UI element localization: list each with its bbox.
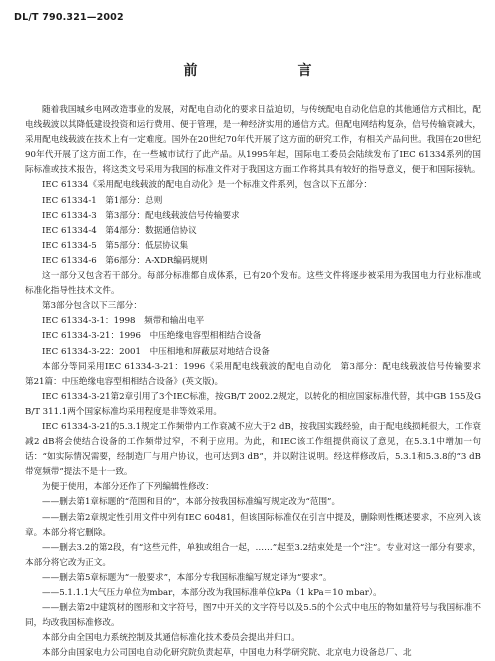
attenuation-paragraph: IEC 61334-3-21的5.3.1规定工作频带内工作衰减不应大于2 dB，按我国实践经验，由于配电线损耗很大，工作衰减2 dB将会使结合设备的工作频带过窄，不利于应用。为此，和IEC该工作组提供商议了意见，在5.3.1中增加一句话：“如实际情况需要，经制造厂与用户协议，也可达到3 dB”，并以附注说明。经这样修改后，5.3.1和5.3.8的“3 dB带宽频带”提法不是十一致。 <box>25 421 481 478</box>
part3-list <box>25 314 481 359</box>
closing-paragraph: 本部分由国家电力公司国电自动化研究院负责起草，中国电力科学研究院、北京电力设备总厂、北 <box>42 648 412 659</box>
part3-intro: 第3部分包含以下三部分： <box>42 301 142 312</box>
edit-item: ——删去第2中建筑材的图形和文字符号，图7中开关的文字符号以及5.5的个公式中电压的物如量符号与我国标准不同，均改我国标准修改。 <box>25 603 481 629</box>
closing-paragraph: 本部分由全国电力系统控制及其通信标准化技术委员会提出并归口。 <box>42 633 300 644</box>
list-item: IEC 61334-3-21：1996 中压绝缘电容型相相结合设备 <box>42 331 262 342</box>
edit-item: ——5.1.1.1大气压力单位为mbar，本部分改为我国标准单位kPa（1 kPa＝10 mbar）。 <box>42 588 382 598</box>
list-item: IEC 61334-3 第3部分：配电线载波信号传输要求 <box>42 210 240 221</box>
list-item: IEC 61334-4 第4部分：数据通信协议 <box>42 225 197 236</box>
edit-item: ——删去第5章标题为“一般要求”，本部分专我国标准编写规定译为“要求”。 <box>42 572 332 583</box>
edit-item: ——删去第1章标题的“范围和目的”，本部分按我国标准编写规定改为“范围”。 <box>42 497 341 508</box>
list-item: IEC 61334-3-22：2001 中压相地和屏蔽层对地结合设备 <box>42 346 270 357</box>
edits-intro: 为便于使用，本部分还作了下列编辑性修改： <box>42 482 214 493</box>
list-item: IEC 61334-5 第5部分：低层协议集 <box>42 240 189 251</box>
intro-paragraph: 随着我国城乡电网改造事业的发展，对配电自动化的要求日益迫切，与传统配电自动化信息的其他通信方式相比，配电线载波以其降低建设投资和运行费用、便于管理，是一种经济实用的通信方式。但配电网结构复杂，信号传输衰减大，采用配电线载波在技术上有一定难度。国外在20世纪70年代开展了这方面的研究工作，有相关产品问世。我国在20世纪90年代开展了这方面工作，在一些城市试行了此产品。从1995年起，国际电工委员会陆续发布了IEC 61334系列的国际标准或技术报告，将这类文号采用为我国的标准文件对于我国这方面工作将其具有较好的指导意义，便于和国际接轨。 <box>25 105 481 176</box>
iec-series-intro: IEC 61334《采用配电线载波的配电自动化》是一个标准文件系列，包含以下五部分： <box>42 180 372 191</box>
adoption-paragraph: 本部分等同采用IEC 61334-3-21：1996《采用配电线载波的配电自动化 第3部分：配电线载波信号传输要求 第21篇：中压绝缘电容型相相结合设备》(英文版)。 <box>25 361 490 387</box>
page-title: 前 言 <box>183 63 336 79</box>
references-paragraph: IEC 61334-3-21第2章引用了3个IEC标准，按GB/T 2002.2规定，以转化的相应国家标准代替，其中GB 155及GB/T 311.1两个国家标准均采用程度是非等效采用。 <box>25 391 481 417</box>
list-item: IEC 61334-3-1：1998 频带和输出电平 <box>42 316 205 327</box>
edit-item: ——删去3.2的第2段，有“这些元件，单独或组合一起，……”起至3.2结束处是一个“注”。专业对这一部分有要求，本部分将它改为正文。 <box>25 542 481 568</box>
document-body <box>25 103 490 661</box>
edit-item: ——删去第2章规定性引用文件中列有IEC 60481，但该国际标准仅在引言中提及，删除则性概述要求，不应列入该章。本部分将它删除。 <box>25 512 481 538</box>
parts-list <box>25 194 481 269</box>
list-item: IEC 61334-1 第1部分：总则 <box>42 195 163 206</box>
list-item: IEC 61334-6 第6部分：A-XDR编码规则 <box>42 255 208 266</box>
series-note-paragraph: 这一部分又包含若干部分。每部分标准都自成体系，已有20个发布。这些文件将逐步被采用为我国电力行业标准或标准化指导性技术文件。 <box>25 271 481 297</box>
document-code: DL/T 790.321—2002 <box>14 12 124 23</box>
